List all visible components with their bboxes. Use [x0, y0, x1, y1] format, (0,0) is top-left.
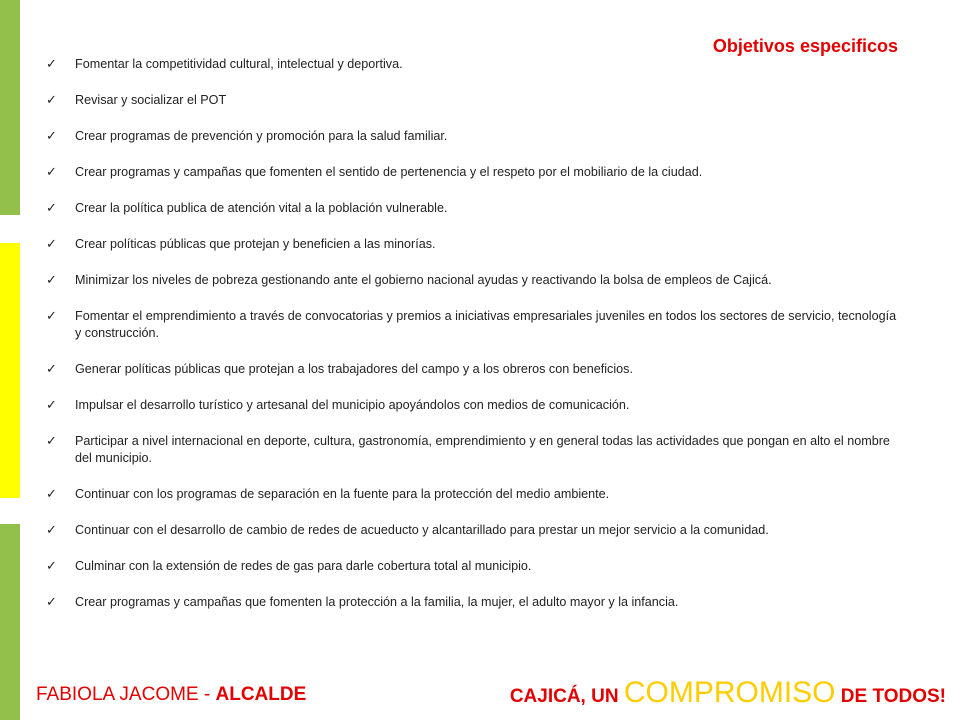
checkmark-icon: ✓	[46, 165, 57, 180]
list-item	[44, 236, 904, 253]
checkmark-icon: ✓	[46, 362, 57, 377]
list-item-text: Crear políticas públicas que protejan y beneficien a las minorías.	[75, 237, 436, 251]
checkmark-icon: ✓	[46, 309, 57, 324]
side-bar-green-bottom	[0, 524, 20, 720]
slogan-post: DE TODOS!	[835, 686, 946, 707]
slogan-big: COMPROMISO	[623, 676, 836, 709]
list-item	[44, 558, 904, 575]
list-item-text: Crear la política publica de atención vital a la población vulnerable.	[75, 201, 448, 215]
list-item-text: Generar políticas públicas que protejan a los trabajadores del campo y a los obreros con beneficios.	[75, 362, 633, 376]
checkmark-icon: ✓	[46, 559, 57, 574]
author-role: ALCALDE	[215, 684, 307, 705]
list-item	[44, 92, 904, 109]
checkmark-icon: ✓	[46, 434, 57, 449]
list-item	[44, 200, 904, 217]
checkmark-icon: ✓	[46, 129, 57, 144]
list-item	[44, 164, 904, 181]
list-item	[44, 522, 904, 539]
checkmark-icon: ✓	[46, 398, 57, 413]
side-bar-green-top	[0, 0, 20, 215]
checkmark-icon: ✓	[46, 595, 57, 610]
list-item-text: Continuar con el desarrollo de cambio de redes de acueducto y alcantarillado para prestar un mejor servicio a la comunidad.	[75, 523, 769, 537]
list-item-text: Fomentar la competitividad cultural, intelectual y deportiva.	[75, 57, 403, 71]
list-item-text: Culminar con la extensión de redes de gas para darle cobertura total al municipio.	[75, 559, 532, 573]
list-item-text: Crear programas y campañas que fomenten el sentido de pertenencia y el respeto por el mobiliario de la ciudad.	[75, 165, 703, 179]
list-item-text: Impulsar el desarrollo turístico y artesanal del municipio apoyándolos con medios de comunicación.	[75, 398, 630, 412]
list-item	[44, 272, 904, 289]
list-item	[44, 486, 904, 503]
list-item	[44, 361, 904, 378]
list-item-text: Revisar y socializar el POT	[75, 93, 227, 107]
checkmark-icon: ✓	[46, 487, 57, 502]
slogan-pre: CAJICÁ, UN	[509, 686, 624, 707]
list-item	[44, 594, 904, 611]
list-item-text: Minimizar los niveles de pobreza gestionando ante el gobierno nacional ayudas y reactivando la bolsa de empleos de Cajicá.	[75, 273, 772, 287]
list-item-text: Crear programas y campañas que fomenten la protección a la familia, la mujer, el adulto mayor y la infancia.	[75, 595, 679, 609]
author-name: FABIOLA JACOME -	[36, 684, 216, 705]
objectives-list	[44, 56, 904, 630]
list-item-text: Participar a nivel internacional en deporte, cultura, gastronomía, emprendimiento y en general todas las actividades que pongan en alto el nombre del municipio.	[75, 434, 890, 465]
page-title: Objetivos especificos	[712, 36, 898, 56]
checkmark-icon: ✓	[46, 523, 57, 538]
list-item-text: Fomentar el emprendimiento a través de convocatorias y premios a iniciativas empresariales juveniles en todos los sectores de servicio, tecnología y construcción.	[75, 309, 897, 340]
checkmark-icon: ✓	[46, 201, 57, 216]
list-item	[44, 56, 904, 73]
list-item	[44, 308, 904, 342]
checkmark-icon: ✓	[46, 273, 57, 288]
footer-author	[36, 684, 306, 706]
footer-slogan	[510, 676, 946, 710]
list-item-text: Continuar con los programas de separación en la fuente para la protección del medio ambiente.	[75, 487, 610, 501]
side-bar-yellow	[0, 243, 20, 498]
checkmark-icon: ✓	[46, 57, 57, 72]
list-item	[44, 128, 904, 145]
list-item	[44, 433, 904, 467]
list-item-text: Crear programas de prevención y promoción para la salud familiar.	[75, 129, 448, 143]
list-item	[44, 397, 904, 414]
checkmark-icon: ✓	[46, 237, 57, 252]
checkmark-icon: ✓	[46, 93, 57, 108]
